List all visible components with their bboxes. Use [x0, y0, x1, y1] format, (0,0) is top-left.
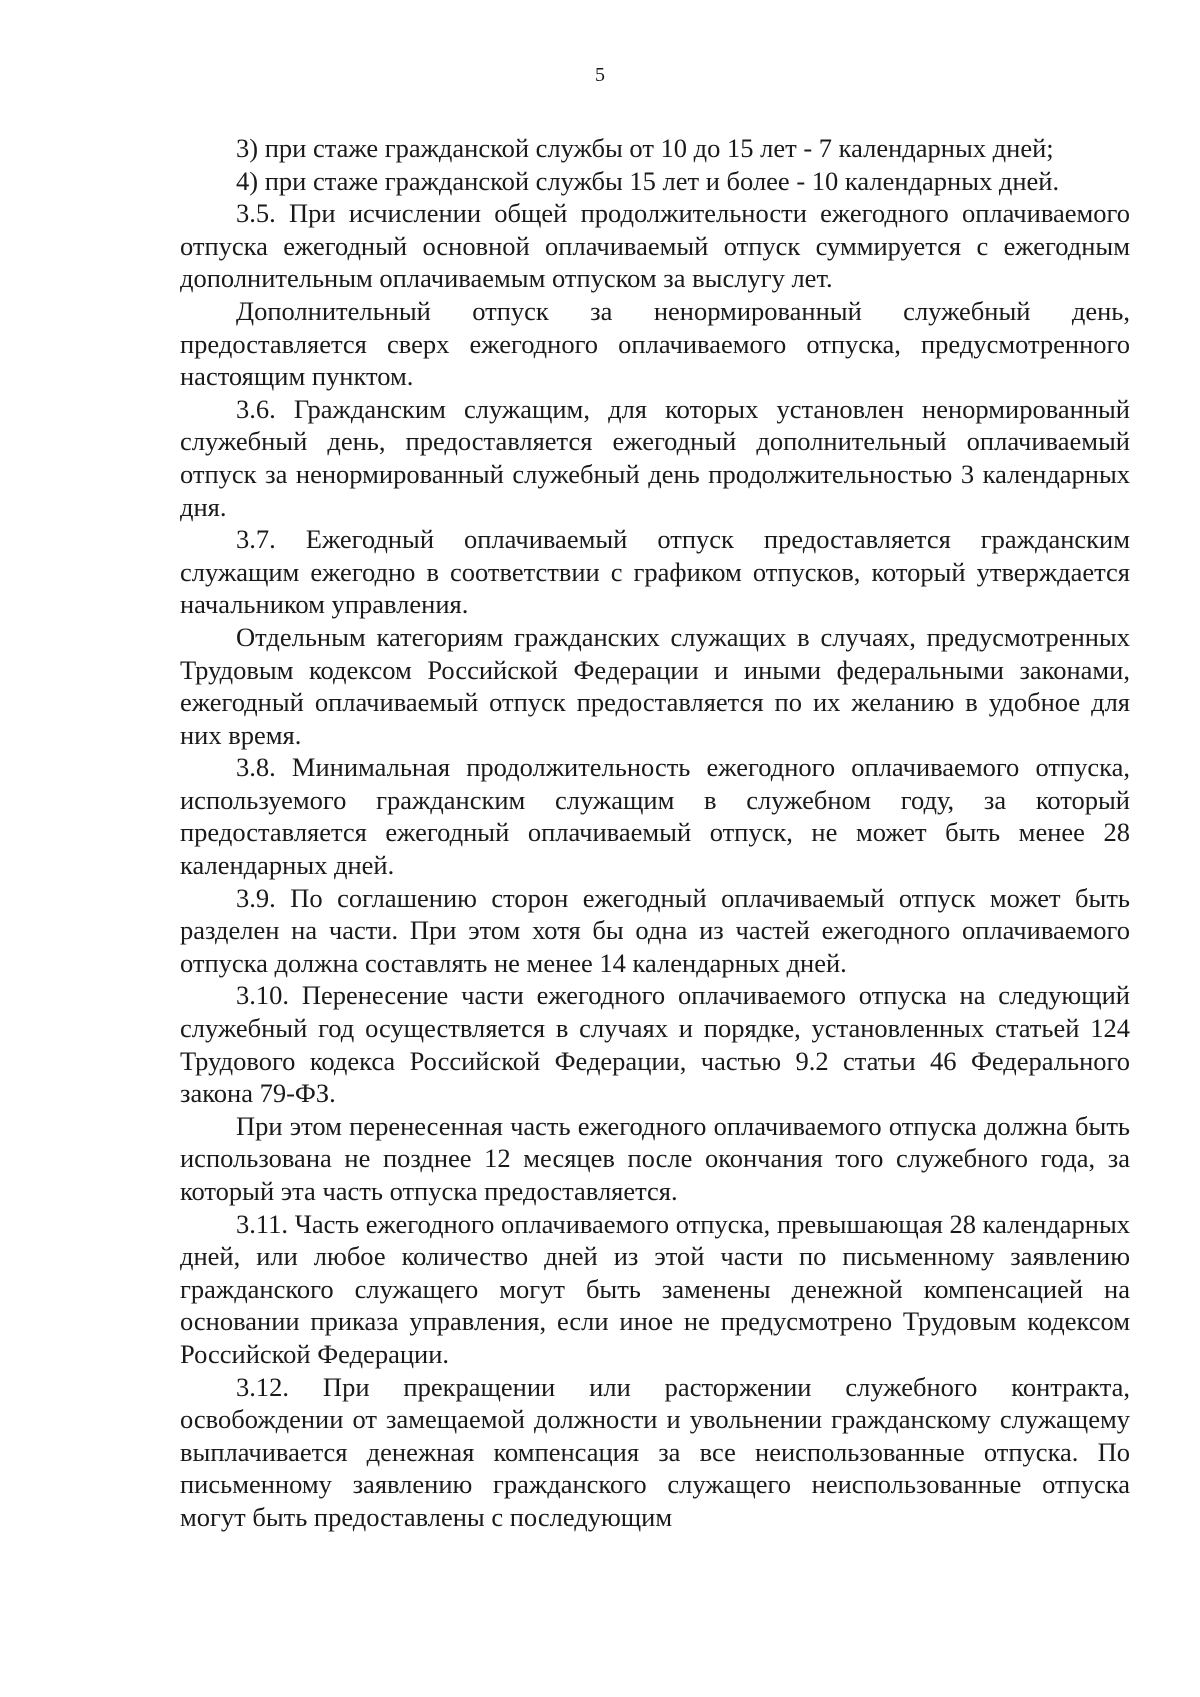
page-number: 5: [595, 64, 605, 86]
paragraph-3-7: 3.7. Ежегодный оплачиваемый отпуск предоставляется гражданским служащим ежегодно в соответствии с графиком отпусков, который утверждается начальником управления.: [180, 524, 1130, 620]
document-body: [180, 132, 1130, 1534]
paragraph-3-8: 3.8. Минимальная продолжительность ежегодного оплачиваемого отпуска, используемого гражданским служащим в служебном году, за который предоставляется ежегодный оплачиваемый отпуск, не может быть менее 28 календарных дней.: [180, 752, 1130, 881]
paragraph-special-categories: Отдельным категориям гражданских служащих в случаях, предусмотренных Трудовым кодексом Российской Федерации и иными федеральными законами, ежегодный оплачиваемый отпуск предоставляется по их желанию в удобное для них время.: [180, 621, 1130, 750]
paragraph-3-5: 3.5. При исчислении общей продолжительности ежегодного оплачиваемого отпуска ежегодный основной оплачиваемый отпуск суммируется с ежегодным дополнительным оплачиваемым отпуском за выслугу лет.: [180, 198, 1130, 294]
paragraph-3-12: 3.12. При прекращении или расторжении служебного контракта, освобождении от замещаемой должности и увольнении гражданскому служащему выплачивается денежная компенсация за все неиспользованные отпуска. По письменному заявлению гражданского служащего неиспользованные отпуска могут быть предоставлены с последующим: [180, 1371, 1130, 1532]
paragraph-3-9: 3.9. По соглашению сторон ежегодный оплачиваемый отпуск может быть разделен на части. При этом хотя бы одна из частей ежегодного оплачиваемого отпуска должна составлять не менее 14 календарных дней.: [180, 882, 1130, 978]
list-item: 3) при стаже гражданской службы от 10 до 15 лет - 7 календарных дней;: [236, 133, 1054, 163]
paragraph-3-10: 3.10. Перенесение части ежегодного оплачиваемого отпуска на следующий служебный год осуществляется в случаях и порядке, установленных статьей 124 Трудового кодекса Российской Федерации, частью 9.2 статьи 46 Федерального закона 79-ФЗ.: [180, 980, 1130, 1109]
paragraph-3-11: 3.11. Часть ежегодного оплачиваемого отпуска, превышающая 28 календарных дней, или любое количество дней из этой части по письменному заявлению гражданского служащего могут быть заменены денежной компенсацией на основании приказа управления, если иное не предусмотрено Трудовым кодексом Российской Федерации.: [180, 1208, 1130, 1369]
list-item: 4) при стаже гражданской службы 15 лет и более - 10 календарных дней.: [236, 165, 1060, 196]
paragraph-3-6: 3.6. Гражданским служащим, для которых установлен ненормированный служебный день, предоставляется ежегодный дополнительный оплачиваемый отпуск за ненормированный служебный день продолжительностью 3 календарных дня.: [180, 393, 1130, 522]
paragraph-additional-leave: Дополнительный отпуск за ненормированный служебный день, предоставляется сверх ежегодного оплачиваемого отпуска, предусмотренного настоящим пунктом.: [180, 295, 1130, 392]
paragraph-transferred-leave: При этом перенесенная часть ежегодного оплачиваемого отпуска должна быть использована не позднее 12 месяцев после окончания того служебного года, за который эта часть отпуска предоставляется.: [180, 1110, 1130, 1206]
